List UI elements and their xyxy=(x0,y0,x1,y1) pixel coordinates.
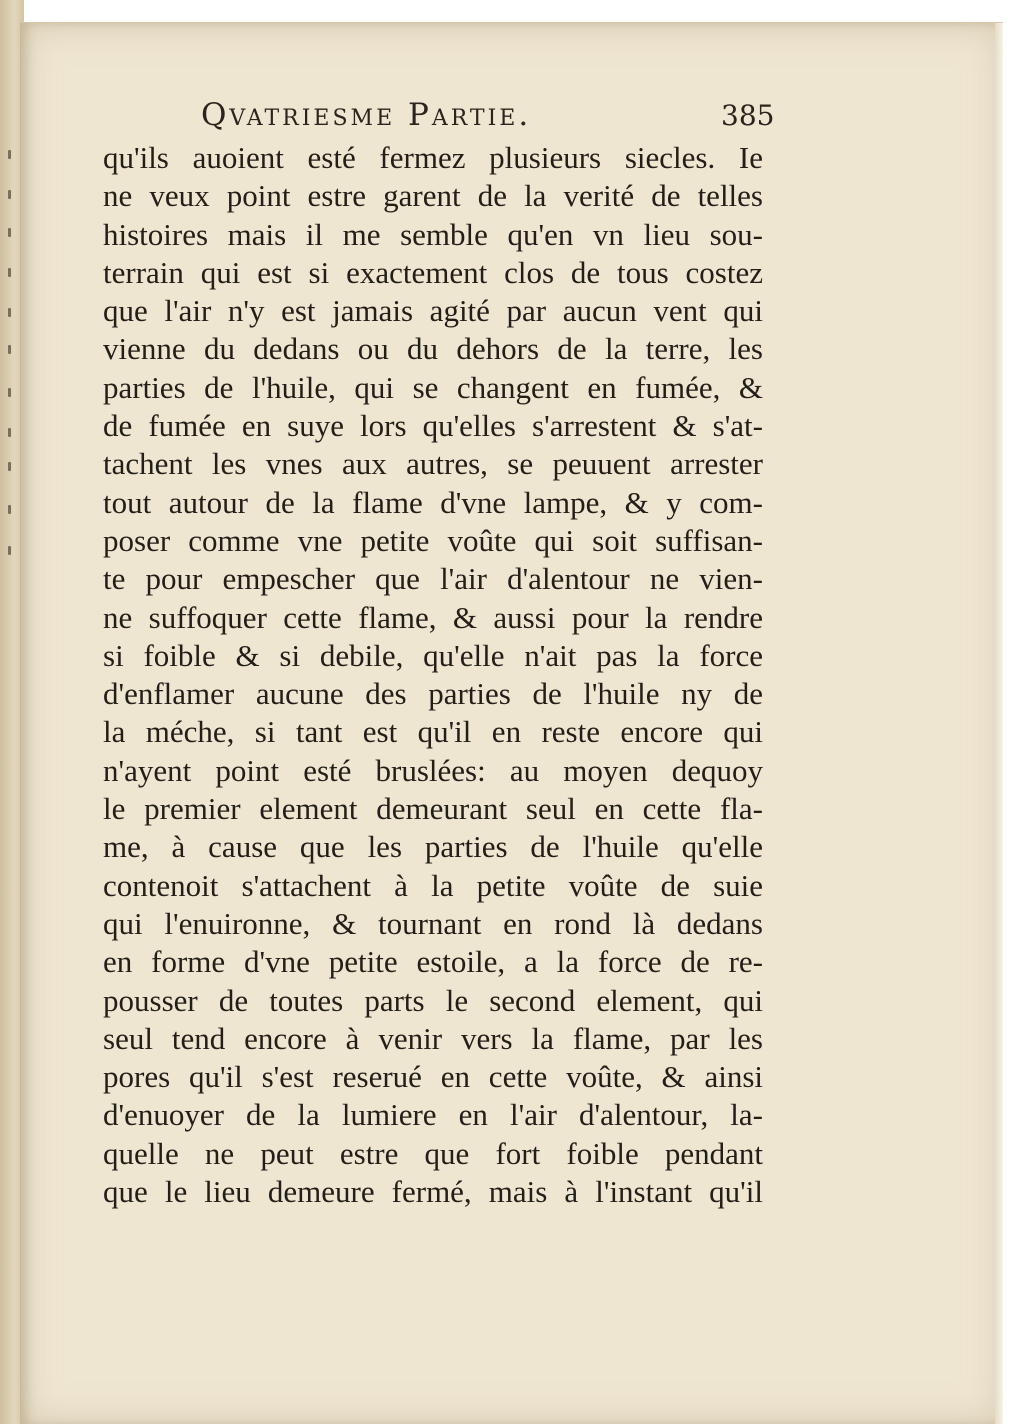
gutter-mark xyxy=(8,546,11,555)
text-line: contenoit s'attachent à la petite voûte de suie xyxy=(103,867,763,903)
text-line: poser comme vne petite voûte qui soit suffisan- xyxy=(103,522,763,558)
text-line: me, à cause que les parties de l'huile qu'elle xyxy=(103,829,763,865)
text-line: que le lieu demeure fermé, mais à l'instant qu'il xyxy=(103,1174,763,1210)
text-line: pores qu'il s'est reserué en cette voûte, & ainsi xyxy=(103,1059,763,1095)
gutter-mark xyxy=(8,345,11,354)
text-line: te pour empescher que l'air d'alentour ne vien- xyxy=(103,561,763,597)
text-line: terrain qui est si exactement clos de tous costez xyxy=(103,254,763,290)
text-line: qui l'enuironne, & tournant en rond là dedans xyxy=(103,905,763,941)
text-line: tachent les vnes aux autres, se peuuent arrester xyxy=(103,446,763,482)
gutter-mark xyxy=(8,228,11,237)
gutter-mark xyxy=(8,268,11,277)
text-line: seul tend encore à venir vers la flame, par les xyxy=(103,1020,763,1056)
text-line: si foible & si debile, qu'elle n'ait pas la force xyxy=(103,637,763,673)
gutter-mark xyxy=(8,388,11,397)
gutter-mark xyxy=(8,428,11,437)
text-line: n'ayent point esté bruslées: au moyen dequoy xyxy=(103,752,763,788)
text-line: en forme d'vne petite estoile, a la force de re- xyxy=(103,944,763,980)
gutter-marks xyxy=(4,150,18,570)
gutter-mark xyxy=(8,505,11,514)
text-line: la méche, si tant est qu'il en reste encore qui xyxy=(103,714,763,750)
text-line: quelle ne peut estre que fort foible pendant xyxy=(103,1135,763,1171)
page-right-edge xyxy=(995,23,1003,1424)
gutter-mark xyxy=(8,150,11,159)
text-line: histoires mais il me semble qu'en vn lieu sou- xyxy=(103,216,763,252)
text-line: d'enflamer aucune des parties de l'huile ny de xyxy=(103,676,763,712)
page-number: 385 xyxy=(721,99,775,132)
text-line: que l'air n'y est jamais agité par aucun vent qui xyxy=(103,293,763,329)
text-line: ne suffoquer cette flame, & aussi pour la rendre xyxy=(103,599,763,635)
text-line: tout autour de la flame d'vne lampe, & y com- xyxy=(103,484,763,520)
gutter-mark xyxy=(8,308,11,317)
running-head-title: Qvatriesme Partie. xyxy=(201,97,532,133)
text-line: pousser de toutes parts le second element, qui xyxy=(103,982,763,1018)
gutter-mark xyxy=(8,190,11,199)
text-line: qu'ils auoient esté fermez plusieurs siecles. Ie xyxy=(103,140,763,175)
gutter-mark xyxy=(8,462,11,471)
body-text xyxy=(103,139,763,1211)
text-line: ne veux point estre garent de la verité de telles xyxy=(103,178,763,214)
text-line: vienne du dedans ou du dehors de la terre, les xyxy=(103,331,763,367)
text-line: de fumée en suye lors qu'elles s'arrestent & s'at- xyxy=(103,408,763,444)
text-line: parties de l'huile, qui se changent en fumée, & xyxy=(103,369,763,405)
text-line: le premier element demeurant seul en cette fla- xyxy=(103,791,763,827)
text-line: d'enuoyer de la lumiere en l'air d'alentour, la- xyxy=(103,1097,763,1133)
book-page xyxy=(20,22,1003,1424)
